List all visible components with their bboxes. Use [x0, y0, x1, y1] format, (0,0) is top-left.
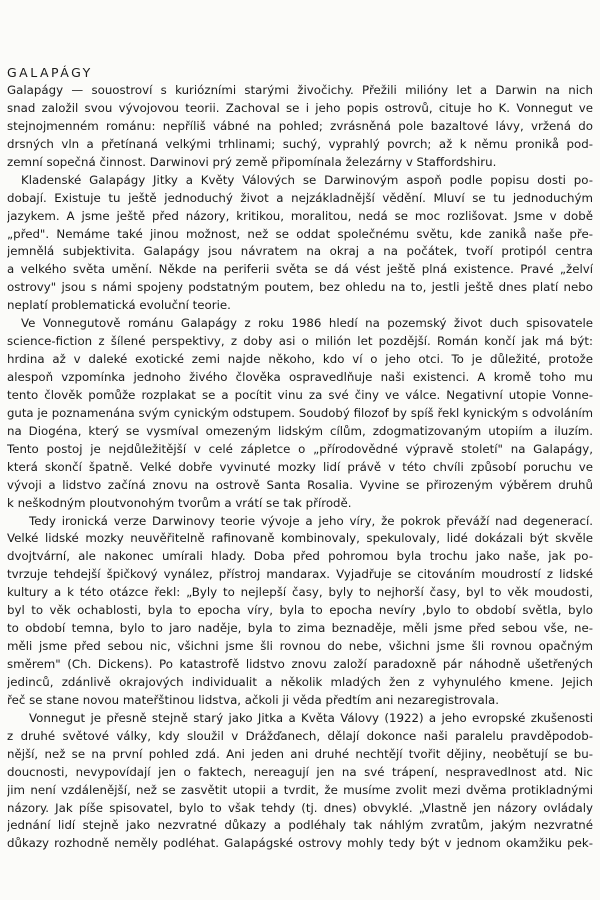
text-line: Tedy ironická verze Darwinovy teorie vývoje a jeho víry, že pokrok převáží nad degenerací. [29, 513, 593, 528]
text-line: snad založil svou vývojovou teorii. Zachoval se i jeho popis ostrovů, cituje ho K. Vonnegut ve [7, 100, 593, 115]
text-line: kultury a k této otázce řekl: „Byly to nejlepší časy, byly to nejhorší časy, byl to věk moudosti, [7, 585, 593, 600]
text-line: řeč se stane novou mateřštinou lidstva, ačkoli ji věda předtím ani nezaregistrovala. [7, 692, 499, 707]
text-line: science-fiction z šílené perspektivy, z doby asi o milión let pozdější. Román končí jak má být: [7, 334, 593, 349]
text-line: tvrzuje tehdejší špičkový vynález, přístroj mandarax. Vyjadřuje se citováním moudrostí z lidské [7, 567, 593, 582]
text-line: jazykem. A jsme ještě před názory, kritikou, moralitou, nedá se moc rozlišovat. Jsme v době [7, 208, 593, 223]
text-line: dobají. Existuje tu ještě jednoduchý život a nejzákladnější vědění. Mluví se tu jednoduchým [7, 190, 593, 205]
text-line: hrdina až v daleké exotické zemi najde někoho, kdo ví o jeho otci. To je důležité, protože [7, 352, 593, 367]
text-line: k neškodným ploutvonohým tvorům a vrátí se tak přírodě. [7, 495, 352, 510]
text-line: měli jsme před sebou nic, všichni jsme šli rovnou do nebe, všichni jsme šli rovnou opačným [7, 639, 593, 654]
text-line: Velké lidské mozky neuvěřitelně rafinovaně kombinovaly, spekulovaly, lidé dokázali být skvěle [7, 531, 593, 546]
text-line: jim není vzdálenější, než se zasvětit utopii a tvrdit, že musíme zvolit mezi dvěma protikladnými [7, 782, 593, 797]
text-line: z druhé světové války, kdy sloužil v Drážďanech, dělají dokonce naši paralelu pravděpodob- [7, 728, 593, 743]
text-line: Galapágy — souostroví s kuriózními starými živočichy. Přežili milióny let a Darwin na nich [7, 83, 593, 97]
text-line: „před". Nemáme také jinou možnost, než se oddat společnému světu, kde zanikå naše pře- [7, 226, 593, 241]
document-title: GALAPÁGY [7, 65, 93, 80]
text-line: vývoji a lidstvo začíná znovu na ostrově Santa Rosalia. Vyvine se přirozeným výběrem druhů [7, 477, 593, 492]
text-line: byl to věk ochablosti, byla to epocha víry, byla to epocha nevíry ,bylo to období světla, bylo [7, 603, 593, 618]
text-line: jednání lidí stejně jako nezvratné důkazy a podléhaly tak náhlým zvratům, jakým nezvratné [7, 818, 593, 833]
text-line: názory. Jak píše spisovatel, bylo to však tehdy (tj. dnes) obvyklé. „Vlastně jen názory ovládaly [7, 800, 593, 815]
text-line: a velkého světa umění. Někde na periferii světa se dá vést ještě plná existence. Pravé „želví [7, 262, 593, 277]
body-text [7, 82, 593, 853]
text-line: směrem" (Ch. Dickens). Po katastrofě lidstvo znovu založí paradoxně pár náhodně ušetřených [7, 657, 593, 671]
text-line: tento člověk pomůže rozplakat se a pocítit vinu za své činy ve válce. Negativní utopie Vonne- [7, 387, 593, 402]
text-line: Kladenské Galapágy Jitky a Květy Válových se Darwinovým aspoň podle popisu dosti po- [21, 172, 593, 187]
text-line: ostrovy" jsou s námi spojeny podstatným poutem, bez ohledu na to, jestli ještě dnes platí nebo [7, 280, 593, 295]
text-line: jedinců, zdánlivě okrajových individualit a několik mladých žen z vyhynulého kmene. Jejich [7, 674, 593, 689]
text-line: Tento postoj je nejdůležitější v celé zápletce o „přírodovědné výpravě století" na Galapágy, [7, 441, 593, 456]
text-line: doucnosti, nevypovídají jen o faktech, nereagují jen na své trápení, nespravedlnost atd. Nic [7, 764, 593, 779]
text-line: Vonnegut je přesně stejně starý jako Jitka a Květa Válovy (1922) a jeho evropské zkušenosti [29, 710, 593, 725]
text-line: guta je poznamenána svým cynickým odstupem. Soudobý filozof by spíš řekl kynickým s odvoláním [7, 405, 593, 420]
text-line: jemnělá subjektivita. Galapágy jsou návratem na okraj a na počátek, tvoří protipól centra [7, 244, 593, 259]
text-line: na Diogéna, který se vysmíval omezeným lidským cílům, zdogmatizovaným utopiím a iluzím. [7, 423, 593, 438]
text-line: stejnojmenném románu: nepříliš vábné na pohled; zvrásněná pole bazaltové lávy, vržená do [7, 118, 593, 133]
text-line: to období temna, bylo to jaro naděje, byla to zima beznaděje, měli jsme před sebou vše, ne- [7, 621, 593, 636]
text-line: neplatí problematická evoluční teorie. [7, 298, 231, 313]
text-line: důkazy rozhodně neměly podléhat. Galapágské ostrovy mohly tedy být v jednom okamžiku pek- [7, 836, 593, 851]
text-line: nější, než se na první pohled zdá. Ani jeden ani druhé nechtějí tvořit dějiny, neobětují se bu- [7, 746, 593, 761]
text-line: dvojtvární, ale nakonec umírali hlady. Doba před pohromou byla trochu jako naše, jak po- [7, 549, 593, 564]
text-line: Ve Vonnegutově románu Galapágy z roku 1986 hledí na pozemský život duch spisovatele [21, 316, 593, 331]
text-line: drsných vln a přetínaná velkými trhlinami; suchý, vyprahlý povrch; až k němu pronikå pod- [7, 136, 593, 151]
text-line: alespoň vzpomínka jednoho živého člověka ospravedlňuje naši existenci. A kromě toho mu [7, 370, 593, 384]
text-line: která skončí špatně. Velké dobře vyvinuté mozky lidí právě v této chvíli způsobí poruchu ve [7, 459, 593, 474]
text-line: zemní sopečná činnost. Darwinovi prý země připomínala železárny v Staffordshiru. [7, 154, 497, 169]
